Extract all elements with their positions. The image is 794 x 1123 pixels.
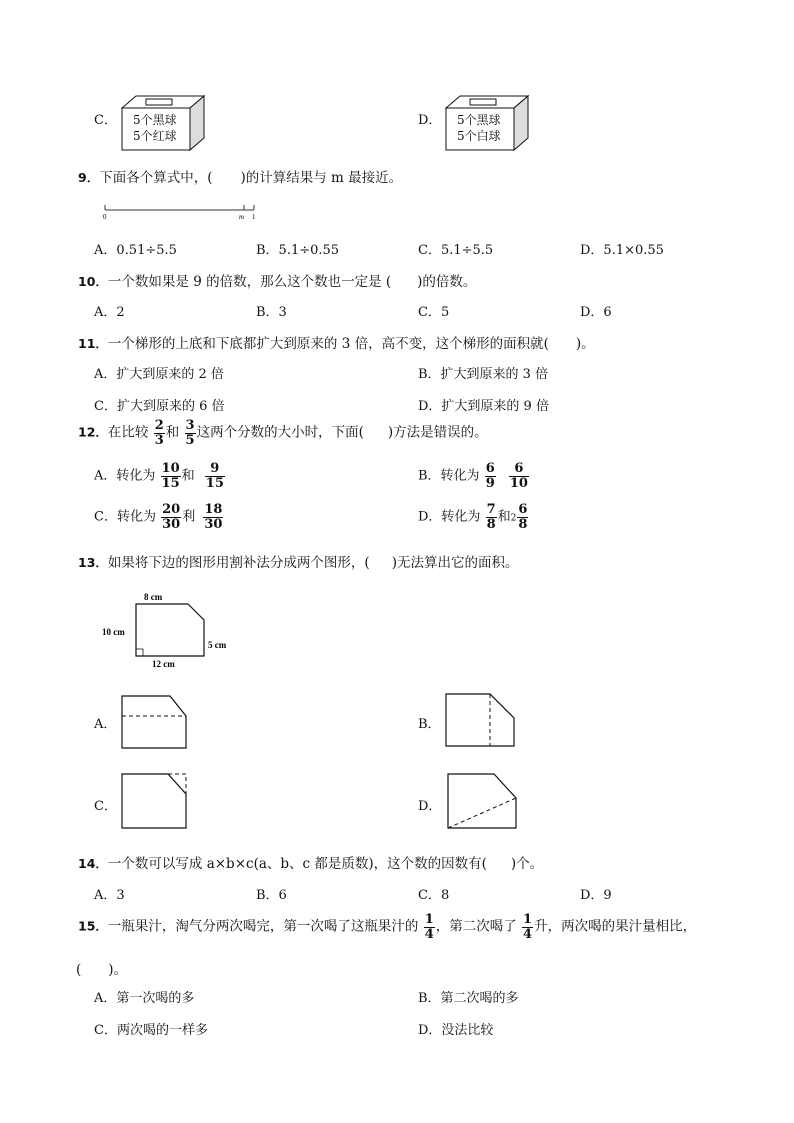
q14-option-a[interactable]: A．3 — [94, 888, 125, 903]
fraction: $\frac{6}{9}$ — [485, 461, 495, 491]
q13-option-c-label[interactable]: C． — [94, 799, 117, 814]
q15-option-a[interactable]: A．第一次喝的多 — [94, 991, 195, 1006]
q10-option-b[interactable]: B．3 — [256, 305, 287, 320]
question-11 — [78, 332, 595, 352]
question-text: 如果将下边的图形用割补法分成两个图形，( — [107, 555, 370, 571]
q8-box-d-line2: 5个白球 — [457, 129, 501, 143]
q8-box-c-line2: 5个红球 — [133, 129, 177, 143]
question-text: 下面各个算式中，( — [99, 170, 213, 186]
question-text: 一个梯形的上底和下底都扩大到原来的 3 倍，高不变，这个梯形的面积就( )。 — [107, 336, 595, 352]
question-14 — [78, 852, 543, 872]
number-line — [98, 200, 268, 222]
q8-box-d-line1: 5个黑球 — [457, 113, 501, 127]
dim-left-label: 10 cm — [102, 627, 125, 637]
fraction: $\frac{6}{10}$ — [509, 461, 528, 491]
number-line-one: 1 — [252, 213, 256, 221]
question-number: 10． — [78, 274, 108, 289]
q9-option-a[interactable]: A．0.51÷5.5 — [94, 243, 177, 258]
question-9 — [78, 166, 402, 186]
q11-option-b[interactable]: B．扩大到原来的 3 倍 — [418, 367, 549, 382]
option-label: D．转化为 — [418, 509, 481, 525]
q13-option-a-label[interactable]: A． — [94, 717, 117, 732]
question-number: 12． — [78, 424, 108, 440]
question-number: 13． — [78, 555, 108, 570]
q10-option-a[interactable]: A．2 — [94, 305, 125, 320]
question-12 — [78, 419, 488, 447]
question-text: 和 — [165, 424, 180, 441]
question-text: 升，两次喝的果汁量相比， — [534, 918, 697, 935]
q12-option-b[interactable] — [418, 462, 530, 490]
option-label: A．转化为 — [94, 468, 156, 484]
question-number: 14． — [78, 856, 108, 871]
fraction: $\frac{1}{4}$ — [424, 912, 434, 942]
question-text: 一个数如果是 9 的倍数，那么这个数也一定是 ( — [107, 274, 392, 290]
question-number: 11． — [78, 336, 108, 351]
question-15 — [78, 913, 696, 941]
dim-right-label: 5 cm — [208, 640, 227, 650]
q13-option-c-figure — [120, 772, 192, 832]
q15-option-b[interactable]: B．第二次喝的多 — [418, 991, 519, 1006]
dim-top-label: 8 cm — [144, 592, 163, 602]
fraction: $\frac{18}{30}$ — [204, 502, 223, 532]
question-10 — [78, 270, 476, 290]
option-text: 和 — [181, 468, 195, 484]
q14-option-c[interactable]: C．8 — [418, 888, 450, 903]
question-number: 9． — [78, 170, 100, 185]
question-text: )方法是错误的。 — [387, 424, 488, 441]
question-text: 一个数可以写成 a×b×c(a、b、c 都是质数)，这个数的因数有( — [107, 856, 487, 872]
q14-option-b[interactable]: B．6 — [256, 888, 287, 903]
question-text: ，第二次喝了 — [435, 918, 517, 935]
question-text: )的倍数。 — [417, 274, 477, 290]
number-line-zero: 0 — [103, 213, 107, 221]
q10-option-d[interactable]: D．6 — [580, 305, 612, 320]
dim-bottom-label: 12 cm — [152, 659, 175, 669]
question-number: 15． — [78, 918, 108, 934]
question-text: 在比较 — [107, 424, 149, 441]
q12-option-d[interactable] — [418, 503, 529, 531]
mixed-number-whole: 2 — [510, 513, 517, 524]
question-text: 这两个分数的大小时，下面( — [196, 424, 364, 441]
option-text: 利 — [182, 509, 196, 525]
q14-option-d[interactable]: D．9 — [580, 888, 612, 903]
q11-option-c[interactable]: C．扩大到原来的 6 倍 — [94, 399, 225, 414]
q13-option-d-figure — [446, 772, 520, 832]
fraction: $\frac{2}{3}$ — [154, 418, 164, 448]
q12-option-a[interactable] — [94, 462, 226, 490]
fraction: $\frac{10}{15}$ — [161, 461, 180, 491]
question-text: 一瓶果汁，淘气分两次喝完，第一次喝了这瓶果汁的 — [107, 918, 419, 935]
option-label: B．转化为 — [418, 468, 480, 484]
option-label: C．转化为 — [94, 509, 156, 525]
fraction: $\frac{3}{5}$ — [185, 418, 195, 448]
q13-option-b-figure — [444, 692, 518, 750]
q8-option-c-label[interactable]: C． — [94, 113, 117, 128]
q8-box-c-line1: 5个黑球 — [133, 113, 177, 127]
q12-option-c[interactable] — [94, 503, 224, 531]
q15-option-c[interactable]: C．两次喝的一样多 — [94, 1023, 208, 1038]
question-text: )的计算结果与 m 最接近。 — [240, 170, 403, 186]
q11-option-a[interactable]: A．扩大到原来的 2 倍 — [94, 367, 224, 382]
fraction: $\frac{20}{30}$ — [162, 502, 181, 532]
q9-option-b[interactable]: B．5.1÷0.55 — [256, 243, 340, 258]
q8-option-d-label[interactable]: D． — [418, 113, 442, 128]
q9-option-c[interactable]: C．5.1÷5.5 — [418, 243, 494, 258]
question-text: )个。 — [510, 856, 544, 872]
option-text: 和 — [497, 509, 511, 525]
q13-option-b-label[interactable]: B． — [418, 717, 441, 732]
q13-main-figure — [100, 590, 240, 672]
fraction: $\frac{7}{8}$ — [486, 502, 496, 532]
fraction: $\frac{9}{15}$ — [205, 461, 224, 491]
q15-option-d[interactable]: D．没法比较 — [418, 1023, 494, 1038]
question-13 — [78, 551, 518, 571]
q13-option-a-figure — [120, 694, 192, 752]
fraction: $\frac{1}{4}$ — [523, 912, 533, 942]
question-15-answer-line[interactable]: ( )。 — [76, 962, 128, 978]
q13-option-d-label[interactable]: D． — [418, 799, 442, 814]
q9-option-d[interactable]: D．5.1×0.55 — [580, 243, 664, 258]
q10-option-c[interactable]: C．5 — [418, 305, 450, 320]
q11-option-d[interactable]: D．扩大到原来的 9 倍 — [418, 399, 549, 414]
fraction: $\frac{6}{8}$ — [518, 502, 528, 532]
question-text: )无法算出它的面积。 — [391, 555, 519, 571]
number-line-m: m — [239, 213, 245, 221]
